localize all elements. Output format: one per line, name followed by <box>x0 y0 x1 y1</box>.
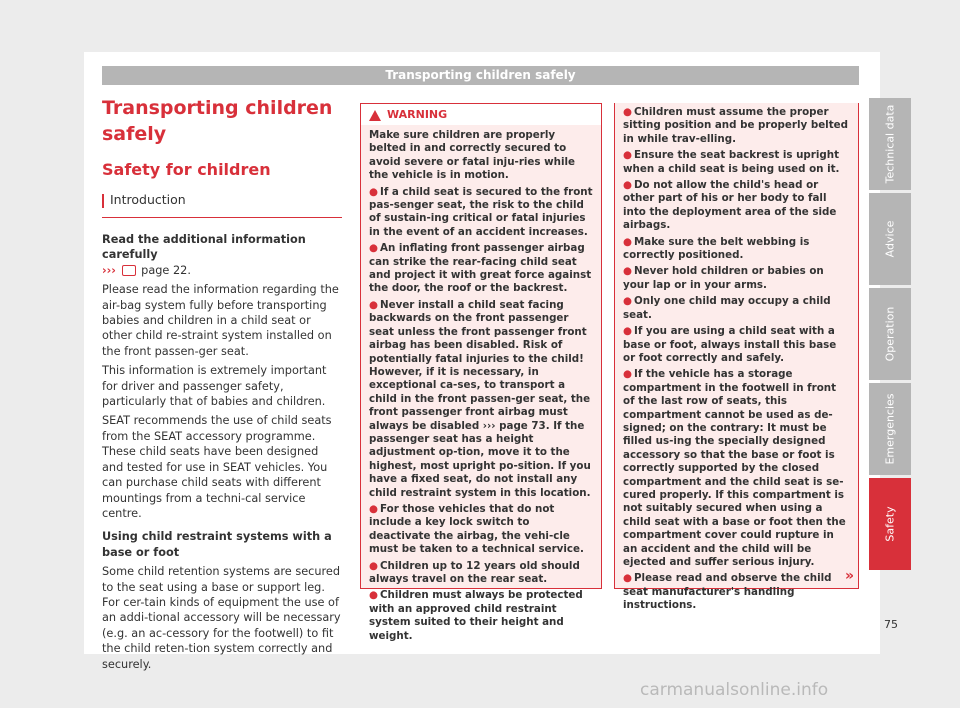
intro-body <box>102 232 342 672</box>
running-header: Transporting children safely <box>102 66 859 85</box>
tab-technical-data[interactable]: Technical data <box>869 98 911 190</box>
book-icon <box>122 265 136 276</box>
warning-body-col1: Make sure children are properly belted in and correctly secured to avoid severe or fatal inju-ries while the vehicle is in motion. ● If a child seat is secured to the front pas-senger seat, the risk to the child of sustain-ing critical or fatal injuries in the event of an accident increases. ● An inflating front passenger airbag can strike the rear-facing child seat and project it with great force against the door, the roof or the backrest. ● Never install a child seat facing backwards on the front passenger seat unless the front passenger front airbag has been disabled. Risk of potentially fatal injuries to the child! However, if it is necessary, in exceptional ca-ses, to transport a child in the front passen-ger seat, the front passenger front airbag must always be disabled ››› page 73. If the passenger seat has a height adjustment op-tion, move it to the highest, most upright po-sition. If you have a fixed seat, do not install any child restraint system in this location. ● For those vehicles that do not include a key lock switch to deactivate the airbag, the vehi-cle must be taken to a technical service. ● Children up to 12 years old should always travel on the rear seat. ● Children must always be protected with an approved child restraint system suited to their height and weight. <box>369 129 593 642</box>
warning-bullet: For those vehicles that do not include a key lock switch to deactivate the airbag, the vehi-cle must be taken to a technical service. <box>369 502 584 556</box>
ref-arrows[interactable]: ››› <box>102 263 116 277</box>
page-number: 75 <box>884 618 898 631</box>
warning-bullet: If the vehicle has a storage compartment in the footwell in front of the last row of seats, this compartment cannot be used as de-signed; on the contrary: It must be filled us-ing the specially designed accessory so that the base or foot is correctly supported by the closed compartment and the child seat is se-cured properly. If this compartment is not suitably secured when using a child seat with a base or foot then the compartment cover could rupture in an accident and the child will be ejected and suffer serious injury. <box>623 368 846 568</box>
left-column <box>102 95 342 676</box>
warning-bullet: Children up to 12 years old should always travel on the rear seat. <box>369 559 580 585</box>
paragraph: SEAT recommends the use of child seats from the SEAT accessory programme. These child seats have been designed and tested for use in SEAT vehicles. You can purchase child seats with different mountings from a techni-cal service centre. <box>102 414 332 520</box>
chapter-tabs <box>869 98 911 573</box>
warning-bullet: Make sure the belt webbing is correctly positioned. <box>623 235 810 262</box>
page-title: Transporting children safely <box>102 97 333 145</box>
warning-bullet: Children must always be protected with an approved child restraint system suited to their height and weight. <box>369 589 583 642</box>
warning-header: WARNING <box>361 104 601 125</box>
warning-bullet: Never hold children or babies on your lap or in your arms. <box>623 265 824 291</box>
lead-text: Read the additional information carefully <box>102 233 306 262</box>
warning-bullet: Do not allow the child's head or other part of his or her body to fall into the deployment area of the side airbags. <box>623 179 837 232</box>
section-marker <box>102 194 104 208</box>
continue-arrow-icon: » <box>844 568 854 584</box>
warning-bullet: Children must assume the proper sitting position and be properly belted in while trav-elling. <box>623 106 848 145</box>
warning-bullet: If a child seat is secured to the front pas-senger seat, the risk to the child of sustain-ing critical or fatal injuries in the event of an accident increases. <box>369 185 593 238</box>
page-ref[interactable]: page 22. <box>141 263 191 277</box>
warning-bullet: Please read and observe the child seat manufacturer's handling instructions. <box>623 572 832 612</box>
paragraph: Some child retention systems are secured to the seat using a base or support leg. For cer-tain kinds of equipment the use of an addi-tional accessory will be necessary (e.g. an ac-cessory for the footwell) to fit the child reten-tion system correctly and securely. <box>102 565 341 671</box>
warning-bullet: Only one child may occupy a child seat. <box>623 295 831 321</box>
tab-safety[interactable]: Safety <box>869 478 911 570</box>
section-heading: Introduction <box>102 191 342 218</box>
watermark: carmanualsonline.info <box>640 680 829 700</box>
paragraph: Please read the information regarding the air-bag system fully before transporting babies and children in a child seat or other child re-straint system installed on the front passen-ger seat. <box>102 283 339 358</box>
warning-icon <box>369 110 381 121</box>
tab-operation[interactable]: Operation <box>869 288 911 380</box>
warning-box <box>360 103 602 642</box>
warning-body-col2: ● Children must assume the proper sitting position and be properly belted in while trav-elling. ● Ensure the seat backrest is upright when a child seat is being used on it. ● Do not allow the child's head or other part of his or her body to fall into the deployment area of the side airbags. ● Make sure the belt webbing is correctly positioned. ● Never hold children or babies on your lap or in your arms. ● Only one child may occupy a child seat. ● If you are using a child seat with a base or foot, always install this base or foot correctly and safely. ● If the vehicle has a storage compartment in the footwell in front of the last row of seats, this compartment cannot be used as de-signed; on the contrary: It must be filled us-ing the specially designed accessory so that the base or foot is correctly supported by the closed compartment and the child seat is se-cured properly. If this compartment is not suitably secured when using a child seat with a base or foot then the compartment cover could rupture in an accident and the child will be ejected and suffer serious injury. ● Please read and observe the child seat manufacturer's handling instructions. <box>623 106 848 612</box>
tab-advice[interactable]: Advice <box>869 193 911 285</box>
warning-box-continued <box>614 103 859 612</box>
paragraph: This information is extremely important for driver and passenger safety, particularly that of babies and children. <box>102 364 327 409</box>
subtitle: Safety for children <box>102 160 271 179</box>
tab-emergencies[interactable]: Emergencies <box>869 383 911 475</box>
warning-intro: Make sure children are properly belted in and correctly secured to avoid severe or fatal inju-ries while the vehicle is in motion. <box>369 129 576 182</box>
warning-bullet: Never install a child seat facing backwards on the front passenger seat unless the front passenger front airbag has been disabled. Risk of potentially fatal injuries to the child! However, if it is necessary, in exceptional ca-ses, to transport a child in the front passen-ger seat, the front passenger front airbag must always be disabled ››› page 73. If the passenger seat has a height adjustment op-tion, move it to the highest, most upright po-sition. If you have a fixed seat, do not install any child restraint system in this location. <box>369 298 591 499</box>
warning-bullet: An inflating front passenger airbag can strike the rear-facing child seat and project it with great force against the door, the roof or the backrest. <box>369 242 592 295</box>
warning-bullet: If you are using a child seat with a base or foot, always install this base or foot correctly and safely. <box>623 325 837 364</box>
warning-bullet: Ensure the seat backrest is upright when a child seat is being used on it. <box>623 149 840 175</box>
subheading: Using child restraint systems with a base or foot <box>102 530 332 559</box>
